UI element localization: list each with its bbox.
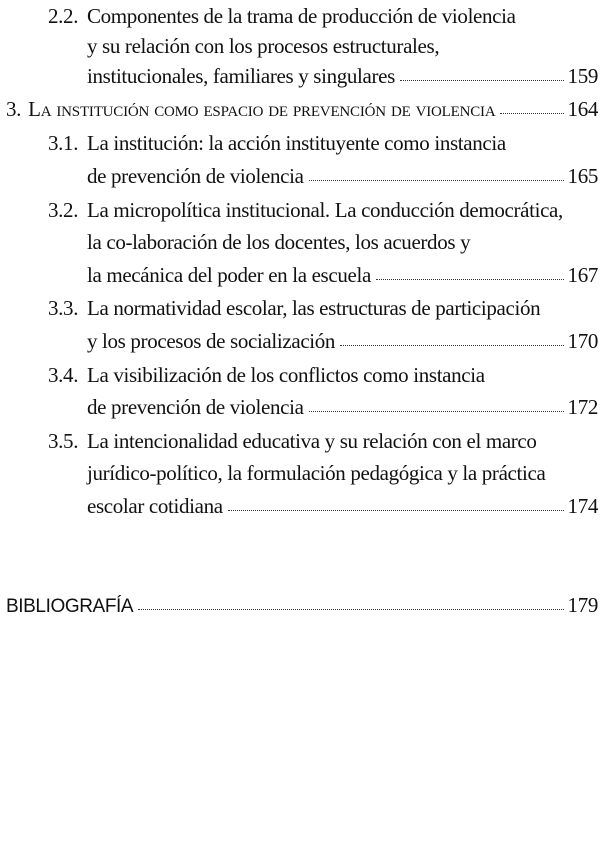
entry-3-2-last-line [87,261,598,289]
entry-3-5-line-2: jurídico-político, la formulación pedagógica y la práctica [87,461,546,485]
entry-3-4-line-2: de prevención de violencia [87,395,304,419]
entry-number-2-2: 2.2. [48,4,79,28]
entry-3-3-line-1: La normatividad escolar, las estructuras de participación [87,296,541,320]
page-number-3-1: 165 [567,164,598,188]
dot-leader [138,609,563,610]
entry-3-5-line-1: La intencionalidad educativa y su relación con el marco [87,429,537,453]
entry-number-3-4: 3.4. [48,363,79,387]
entry-3-1-last-line [87,162,598,190]
page-number-2-2: 159 [567,64,598,88]
entry-2-2-line-3: institucionales, familiares y singulares [87,64,395,88]
entry-3-5-line-3: escolar cotidiana [87,494,223,518]
bibliografia-title: BIBLIOGRAFÍA [6,596,134,617]
entry-3 [6,95,598,123]
entry-3-4-line-1: La visibilización de los conflictos como instancia [87,363,485,387]
dot-leader [340,345,563,346]
dot-leader [376,279,564,280]
dot-leader [309,180,564,181]
entry-3-1-line-2: de prevención de violencia [87,164,304,188]
page-number-bibliografia: 179 [567,593,598,617]
entry-number-3-2: 3.2. [48,198,79,222]
entry-3-2-line-1: La micropolítica institucional. La conducción democrática, [87,198,563,222]
entry-3-2-line-2: la co-laboración de los docentes, los acuerdos y [87,230,471,254]
page-number-3-4: 172 [567,395,598,419]
entry-3-3-line-2: y los procesos de socialización [87,329,336,353]
entry-3-5-last-line [87,492,598,520]
entry-2-2-line-2: y su relación con los procesos estructurales, [87,34,440,58]
entry-2-2-last-line [87,62,598,90]
chapter-3-title: La institución como espacio de prevención de violencia [28,97,496,121]
entry-number-3: 3. [6,97,22,121]
entry-3-2-line-3: la mecánica del poder en la escuela [87,263,371,287]
page-number-3: 164 [567,97,598,121]
dot-leader [309,411,564,412]
page-number-3-3: 170 [567,329,598,353]
page-number-3-2: 167 [567,263,598,287]
entry-bibliografia [6,591,598,621]
dot-leader [500,113,563,114]
dot-leader [400,80,564,81]
page-number-3-5: 174 [567,494,598,518]
entry-2-2-line-1: Componentes de la trama de producción de violencia [87,4,516,28]
entry-3-1-line-1: La institución: la acción instituyente como instancia [87,131,506,155]
entry-number-3-3: 3.3. [48,296,79,320]
entry-3-4-last-line [87,393,598,421]
dot-leader [228,510,564,511]
entry-number-3-5: 3.5. [48,429,79,453]
entry-3-3-last-line [87,327,598,355]
entry-number-3-1: 3.1. [48,131,79,155]
